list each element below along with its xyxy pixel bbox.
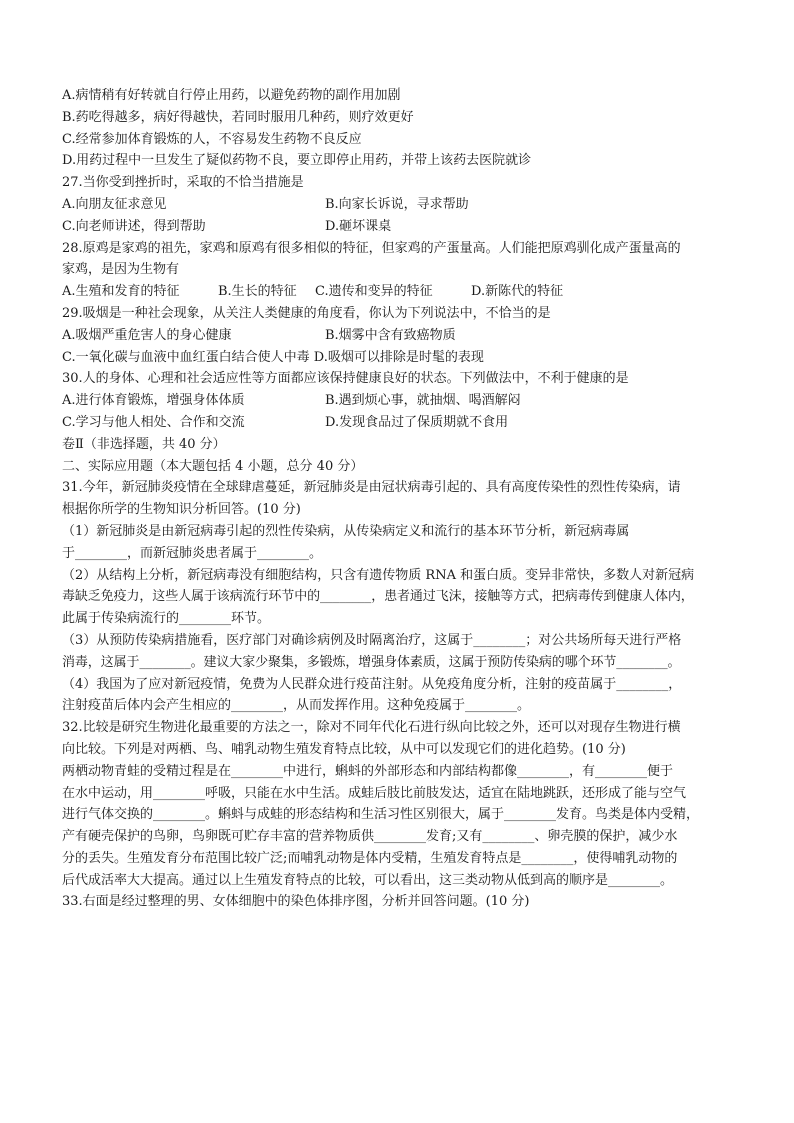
q26-option-d: D.用药过程中一旦发生了疑似药物不良，要立即停止用药，并带上该药去医院就诊: [62, 153, 532, 169]
volume-2-heading: 卷Ⅱ（非选择题，共 40 分）: [62, 436, 226, 452]
q28-option-c: C.遗传和变异的特征: [315, 284, 433, 300]
q31-intro-line2: 根据你所学的生物知识分析回答。(10 分): [62, 502, 301, 518]
q31-part3-line2: 消毒，这属于________。建议大家少聚集，多锻炼，增强身体素质，这属于预防传染病的哪个环节________。: [62, 654, 681, 670]
q32-line5: 进行气体交换的________。蝌蚪与成蛙的形态结构和生活习性区别很大，属于________发育。鸟类是体内受精，: [62, 807, 700, 823]
q26-option-b: B.药吃得越多，病好得越快，若同时服用几种药，则疗效更好: [62, 109, 414, 125]
q27-options-row1: [62, 194, 742, 216]
q32-line4: 在水中运动，用________呼吸，只能在水中生活。成蛙后肢比前肢发达，适宜在陆地跳跃，还形成了能与空气: [62, 785, 687, 801]
q31-part2-line2: 毒缺乏免疫力，这些人属于该病流行环节中的________，患者通过飞沫，接触等方式，把病毒传到健康人体内，: [62, 589, 694, 605]
exam-page: [62, 85, 742, 913]
q27-option-c: C.向老师讲述，得到帮助: [62, 218, 206, 234]
q32-line2: 向比较。下列是对两栖、鸟、哺乳动物生殖发育特点比较，从中可以发现它们的进化趋势。(10 分): [62, 741, 626, 757]
q30-options-row1: [62, 390, 742, 412]
q32-line8: 后代成活率大大提高。通过以上生殖发育特点的比较，可以看出，这三类动物从低到高的顺序是________。: [62, 872, 674, 888]
q28-option-b: B.生长的特征: [218, 284, 297, 300]
q31-intro-line1: 31.今年，新冠肺炎疫情在全球肆虐蔓延，新冠肺炎是由冠状病毒引起的、具有高度传染性的烈性传染病，请: [62, 480, 681, 496]
q31-part2-line3: 此属于传染病流行的________环节。: [62, 611, 271, 627]
q31-part1-line1: （1）新冠肺炎是由新冠病毒引起的烈性传染病，从传染病定义和流行的基本环节分析，新冠病毒属: [62, 523, 630, 539]
q26-option-a: A.病情稍有好转就自行停止用药，以避免药物的副作用加剧: [62, 88, 401, 103]
q33-stem: 33.右面是经过整理的男、女体细胞中的染色体排序图，分析并回答问题。(10 分): [62, 894, 530, 910]
part-2-heading: 二、实际应用题（本大题包括 4 小题，总分 40 分）: [62, 458, 364, 474]
q32-line6: 产有硬壳保护的鸟卵，鸟卵既可贮存丰富的营养物质供________发育;又有________、卵壳膜的保护，减少水: [62, 829, 678, 845]
q29-stem: 29.吸烟是一种社会现象，从关注人类健康的角度看，你认为下列说法中，不恰当的是: [62, 305, 551, 321]
q28-options: [62, 281, 742, 303]
q29-option-b: B.烟雾中含有致癌物质: [325, 327, 456, 343]
q31-part2-line1: （2）从结构上分析，新冠病毒没有细胞结构，只含有遗传物质 RNA 和蛋白质。变异非常快，多数人对新冠病: [62, 567, 695, 583]
q27-option-d: D.砸坏课桌: [325, 218, 392, 234]
q31-part4-line2: 注射疫苗后体内会产生相应的________，从而发挥作用。这种免疫属于________。: [62, 698, 531, 714]
q30-stem: 30.人的身体、心理和社会适应性等方面都应该保持健康良好的状态。下列做法中，不利于健康的是: [62, 371, 629, 387]
q28-option-a: A.生殖和发育的特征: [62, 284, 180, 300]
q26-option-c: C.经常参加体育锻炼的人，不容易发生药物不良反应: [62, 131, 362, 147]
q27-options-row2: [62, 216, 742, 238]
q28-stem-line2: 家鸡，是因为生物有: [62, 262, 180, 278]
q32-line7: 分的丢失。生殖发育分布范围比较广泛;而哺乳动物是体内受精，生殖发育特点是________，使得哺乳动物的: [62, 850, 678, 866]
q30-options-row2: [62, 412, 742, 434]
q27-option-a: A.向朋友征求意见: [62, 196, 167, 212]
q30-option-d: D.发现食品过了保质期就不食用: [325, 414, 509, 430]
q29-options-row2: C.一氧化碳与血液中血红蛋白结合使人中毒 D.吸烟可以排除是时髦的表现: [62, 349, 484, 365]
q31-part4-line1: （4）我国为了应对新冠疫情，免费为人民群众进行疫苗注射。从免疫角度分析，注射的疫苗属于________，: [62, 676, 682, 692]
q28-option-d: D.新陈代的特征: [471, 284, 564, 300]
q30-option-b: B.遇到烦心事，就抽烟、喝酒解闷: [325, 393, 521, 409]
q29-options-row1: [62, 325, 742, 347]
q32-line1: 32.比较是研究生物进化最重要的方法之一，除对不同年代化石进行纵向比较之外，还可以对现存生物进行横: [62, 720, 681, 736]
q27-option-b: B.向家长诉说，寻求帮助: [325, 196, 469, 212]
q30-option-a: A.进行体育锻炼，增强身体体质: [62, 393, 245, 409]
q29-option-a: A.吸烟严重危害人的身心健康: [62, 327, 232, 343]
q31-part1-line2: 于________，而新冠肺炎患者属于________。: [62, 545, 323, 561]
q30-option-c: C.学习与他人相处、合作和交流: [62, 414, 245, 430]
q32-line3: 两栖动物青蛙的受精过程是在________中进行，蝌蚪的外部形态和内部结构都像________，有________便于: [62, 763, 674, 779]
q28-stem-line1: 28.原鸡是家鸡的祖先，家鸡和原鸡有很多相似的特征，但家鸡的产蛋量高。人们能把原鸡驯化成产蛋量高的: [62, 240, 681, 256]
q31-part3-line1: （3）从预防传染病措施看，医疗部门对确诊病例及时隔离治疗，这属于________；对公共场所每天进行严格: [62, 632, 682, 648]
q27-stem: 27.当你受到挫折时，采取的不恰当措施是: [62, 175, 304, 191]
